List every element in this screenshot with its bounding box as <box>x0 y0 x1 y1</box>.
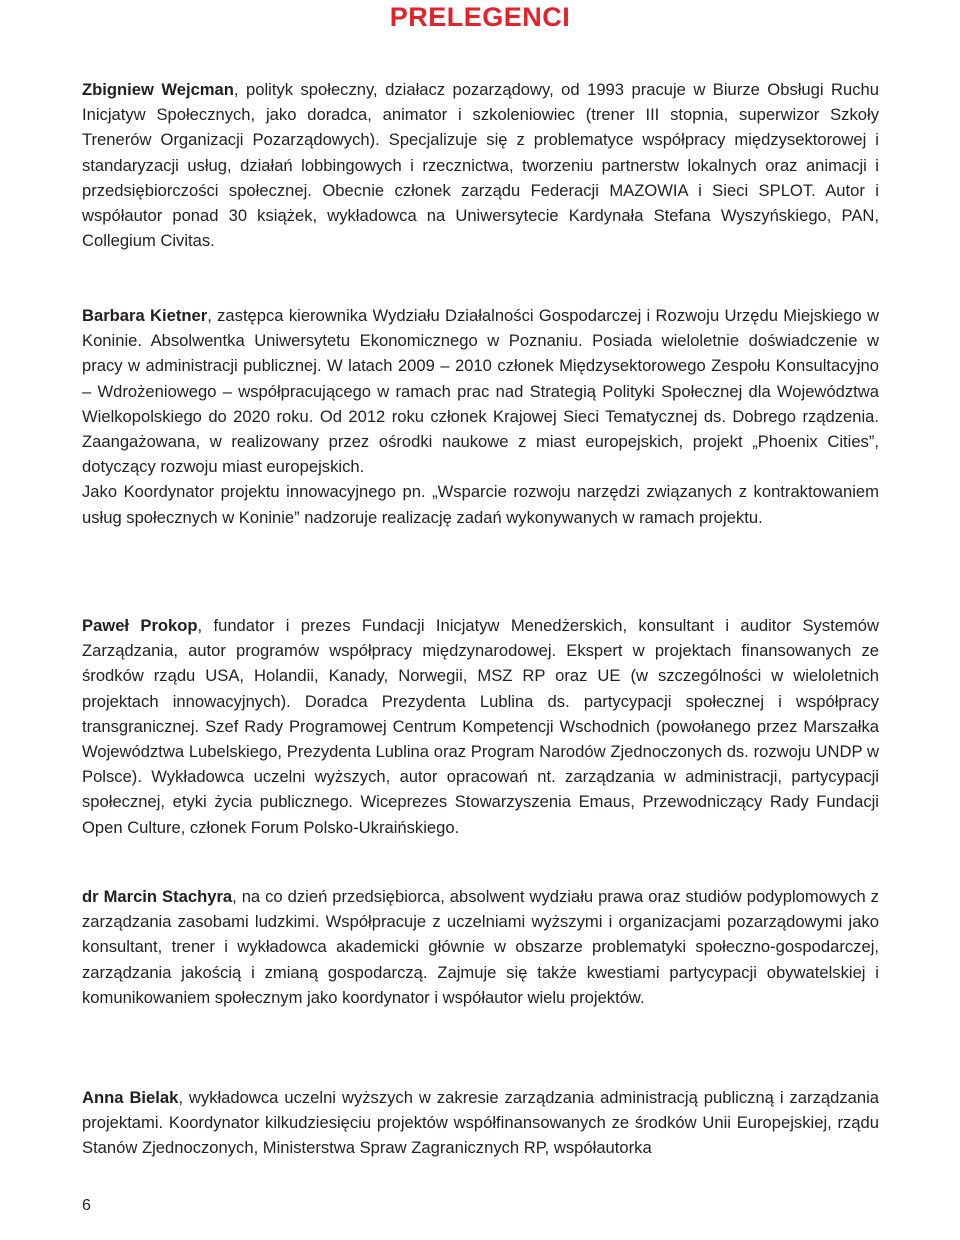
speaker-description: , polityk społeczny, działacz pozarządowy, od 1993 pracuje w Biurze Obsługi Ruchu Inicjatyw Społecznych, jako doradca, animator i szkoleniowiec (trener III stopnia, superwizor Szkoły Trenerów Organizacji Pozarządowych). Specjalizuje się z problematyce współpracy międzysektorowej i standaryzacji usług, działań lobbingowych i rzecznictwa, tworzeniu partnerstw lokalnych oraz animacji i przedsiębiorczości społecznej. Obecnie członek zarządu Federacji MAZOWIA i Sieci SPLOT. Autor i współautor ponad 30 książek, wykładowca na Uniwersytecie Kardynała Stefana Wyszyńskiego, PAN, Collegium Civitas. <box>82 80 880 251</box>
speaker-description: , wykładowca uczelni wyższych w zakresie zarządzania administracją publiczną i zarządzania projektami. Koordynator kilkudziesięciu projektów współfinansowanych ze środków Unii Europejskiej, rządu Stanów Zjednoczonych, Ministerstwa Spraw Zagranicznych RP, współautorka <box>82 1088 879 1158</box>
speaker-bio-kietner <box>82 303 879 530</box>
speaker-name: Anna Bielak <box>82 1088 179 1107</box>
speaker-description: , na co dzień przedsiębiorca, absolwent wydziału prawa oraz studiów podyplomowych z zarządzania zasobami ludzkimi. Współpracuje z uczelniami wyższymi i organizacjami pozarządowymi jako konsultant, trener i wykładowca akademicki głównie w obszarze problematyki społeczno-gospodarczej, zarządzania jakością i zmianą gospodarczą. Zajmuje się także kwestiami partycypacji obywatelskiej i komunikowaniem społecznym jako koordynator i współautor wielu projektów. <box>82 887 879 1007</box>
speaker-description-continued: Jako Koordynator projektu innowacyjnego pn. „Wsparcie rozwoju narzędzi związanych z kontraktowaniem usług społecznych w Koninie” nadzoruje realizację zadań wykonywanych w ramach projektu. <box>82 482 879 527</box>
page-title: PRELEGENCI <box>389 2 571 32</box>
speaker-name: Paweł Prokop <box>82 616 198 635</box>
speaker-name: Barbara Kietner <box>82 306 208 325</box>
speaker-description: , fundator i prezes Fundacji Inicjatyw Menedżerskich, konsultant i auditor Systemów Zarządzania, autor programów współpracy międzynarodowej. Ekspert w projektach finansowanych ze środków rządu USA, Holandii, Kanady, Norwegii, MSZ RP oraz UE (w szczególności w wieloletnich projektach innowacyjnych). Doradca Prezydenta Lublina ds. partycypacji społecznej i współpracy transgranicznej. Szef Rady Programowej Centrum Kompetencji Wschodnich (powołanego przez Marszałka Województwa Lubelskiego, Prezydenta Lublina oraz Program Narodów Zjednoczonych ds. rozwoju UNDP w Polsce). Wykładowca uczelni wyższych, autor opracowań nt. zarządzania w administracji, partycypacji społecznej, etyki życia publicznego. Wiceprezes Stowarzyszenia Emaus, Przewodniczący Rady Fundacji Open Culture, członek Forum Polsko-Ukraińskiego. <box>82 616 879 837</box>
speaker-name: Zbigniew Wejcman <box>82 80 234 99</box>
speaker-bio-bielak <box>82 1085 879 1161</box>
speaker-bio-wejcman <box>82 77 879 253</box>
page-number: 6 <box>82 1197 91 1214</box>
speaker-bio-prokop <box>82 613 879 840</box>
speaker-description: , zastępca kierownika Wydziału Działalności Gospodarczej i Rozwoju Urzędu Miejskiego w Koninie. Absolwentka Uniwersytetu Ekonomicznego w Poznaniu. Posiada wieloletnie doświadczenie w pracy w administracji publicznej. W latach 2009 – 2010 członek Międzysektorowego Zespołu Konsultacyjno – Wdrożeniowego – współpracującego w ramach prac nad Strategią Polityki Społecznej dla Województwa Wielkopolskiego do 2020 roku. Od 2012 roku członek Krajowej Sieci Tematycznej ds. Dobrego rządzenia. Zaangażowana, w realizowany przez ośrodki naukowe z miast europejskich, projekt „Phoenix Cities”, dotyczący rozwoju miast europejskich. <box>82 306 879 477</box>
speaker-name: dr Marcin Stachyra <box>82 887 233 906</box>
speaker-bio-stachyra <box>82 884 879 1010</box>
